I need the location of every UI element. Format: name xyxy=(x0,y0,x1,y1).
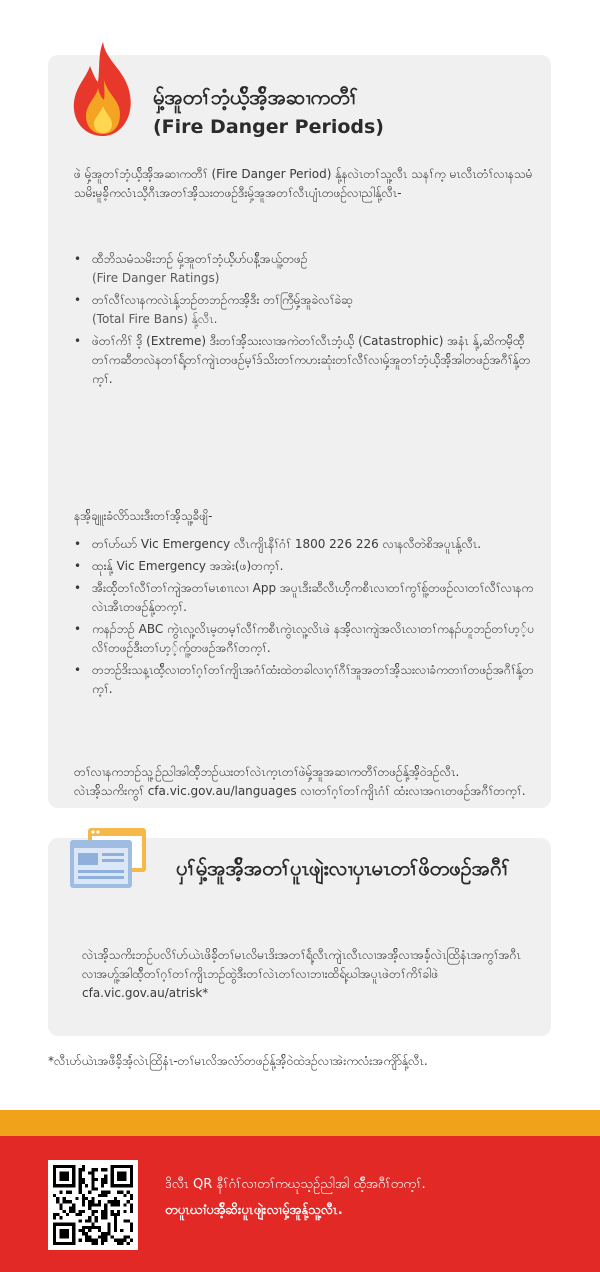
list-item: • တၢ်ဟ်ဃာ် Vic Emergency လီၤကျိၤနီၢ်ဂံၢ် 1800 226 226 လၢနလီတဲစိအပူၤနု့်လီၤ. xyxy=(74,535,535,554)
stay-informed-list xyxy=(74,535,535,702)
footnote: *လီၤဟ်ယဲၤအဖီခိ့်အံ့်လဲၤထြိနံၤ-တၢ်မၤလိအလံာ်တဖဉ်နု့်အိ့်ဝဲထဲဒဉ်လၢအဲးကလံးအကျိာ်နု့်လီၤ. xyxy=(48,1054,428,1068)
footer-text xyxy=(165,1172,570,1224)
online-resources-title: ပှၢ်မှ့်အူအိ့်အတၢ်ပူၤဖျဲးလၢပှၤမၤတၢ်ဖိတဖဉ်အဂီၢ် xyxy=(176,856,510,880)
list-item: • ထီဘိသမံသမိးဘဉ် မှ့်အူတၢ်ဘံ့ယိ့်ဟ်ပနီ့်အယူ့်တဖဉ် (Fire Danger Ratings) xyxy=(74,250,535,288)
fire-closing-paragraph xyxy=(74,763,535,801)
fire-danger-title xyxy=(153,82,539,142)
list-item: • တဘဉ်ဒိးသန့ၤထီ့်လၢတၢ်ဂ့ၢ်တၢ်ကျိၤအဂံၢ်ထံးထဲတခါလၢဂ့ၢ်ဂီၢ်အူအတၢ်အိ့်သးလၢခံကတၢၢ်တဖဉ်အဂီၢ်နု့်တက့ၢ်. xyxy=(74,661,535,699)
fire-intro-paragraph: ဖဲ မှ့်အူတၢ်ဘံ့ယိ့်အိ့်အဆၢကတီၢ် (Fire Danger Period) နု့်နလဲၤတၢ်သူ့လီၤ သနၢ်က့ မၤလီၤတံၢ်လၢနသမံသမိးမူခိ့်ကလံၤသီ့ဂီၤအတၢ်အိ့်သးတဖဉ်ဒီးမှ့်အူအတၢ်လီၤပျံၤတဖဉ်လၢညါနု့်လီၤ- xyxy=(74,167,533,200)
fire-icon xyxy=(68,40,138,140)
list-item: • အီးထိ့်တၢ်လီၢ်တၢ်ကျဲအတၢ်မၤစၢၤလၢ App အပူၤဒီးဆီလီၤဟိ့်ကစီၤလၢတၢ်ကွၢ်စူ့်တဖဉ်လၢတၢ်လီၢ်လၢနကလဲၤအီၤတဖဉ်နု့်တက့ၢ်. xyxy=(74,579,535,617)
footer-band xyxy=(0,1136,600,1272)
fire-danger-title-english: (Fire Danger Periods) xyxy=(153,116,384,138)
fire-danger-card xyxy=(48,55,551,808)
browser-window-icon xyxy=(68,826,150,896)
online-resources-card xyxy=(48,838,551,1036)
footer-line-safety: တပူၤဃၢံပအိ့်ဆိးပူၤဖျဲးလၢမှ့်အူနု့်သူ့လီၤ. xyxy=(165,1203,343,1218)
list-item: • ဖဲတၢ်ကိၢ် ဒိ့် (Extreme) ဒီးတၢ်အိ့်သးလၢအကဲတၢ်လီၤဘံ့ယိ့် (Catastrophic) အနံၤ နု့်,ဆိကမိ့်ထီ့်တၢ်ကဆီတလဲနတၢ်ရဲ့်တၢ်ကျဲၤတဖဉ်မ့ၢ်ဒ်သိးတၢ်ကဟးဆုံးတၢ်လီၢ်လၢမှ့်အူတၢ်ဘံ့ယိ့်အိ့်အါတဖဉ်အဂီၢ်နု့်တက့ၢ်. xyxy=(74,332,535,389)
fire-advice-list xyxy=(74,250,535,392)
list-item: • ကနၣ်ဘဉ် ABC ကွဲၤလူ့လိၤမ့တမ့ၢ်လီၢ်ကစီၤကွဲၤလူ့လိၤဖဲ နအိ့်လၢကျဲအလိၤလၢတၢ်ကနၣ်ဟူဘဉ်တၢ်ဟ့့်ပလိၢ်တဖဉ်ဒီးတၢ်ဟ့့်ကူ့်တဖဉ်အဂီၢ်တက့ၢ်. xyxy=(74,620,535,658)
fire-closing-line: တၢ်လၢနကဘဉ်သူ့ဉ်ညါအါထီ့်ဘဉ်ယးတၢ်လဲၤက့ၤတၢ်ဖဲမှ့်အူအဆၢကတီၢ်တဖဉ်နု့်အိ့်ဝဲဒဉ်လီၤ. xyxy=(74,765,460,779)
languages-link-line: လဲၤအိ့်သကိးကွၢ် cfa.vic.gov.au/languages လၢတၢ်ဂ့ၢ်တၢ်ကျိၤဂံၢ် ထံးလၢအဂၤတဖဉ်အဂီၢ်တက့ၢ်. xyxy=(74,784,526,798)
list-item: • ထုးနု့် Vic Emergency အအဲး(ဖ)တက့ၢ်. xyxy=(74,557,535,576)
fire-danger-title-karen: မှ့်အူတၢ်ဘံ့ယိ့်အိ့်အဆၢကတီၢ် xyxy=(153,85,358,109)
orange-band xyxy=(0,1110,600,1136)
list-item: • တၢ်လီၢ်လၢနကလဲၤနု့်ဘဉ်တဘဉ်ကအိ့်ဒီး တၢ်ကြီမှ့်အူခဲလၢ်ခဲဆ့ (Total Fire Bans) နု့်လီၤ. xyxy=(74,291,535,329)
online-resources-paragraph: လဲၤအိ့်သကိးဘဉ်ပလိၢ်ဟ်ယဲၤဖိခိ့်တၢ်မၤလိမၤဒိးအတၢ်ရဲ့်လီၤကျဲၤလီၤလၢအအိ့်လၢအခံ့်လဲၤထြိနံၤအကွၢ်အဂီၤလၢအဟူ့်အါထီ့်တၢ်ဂ့ၢ်တၢ်ကျိၤဘဉ်ထွဲဒီးတၢ်လဲၤတၢ်လၢဘၢးထိရ့်ဃါအပူၤဖဲတၢ်ကိၢ်ခါဖဲ cfa.vic.gov.au/atrisk* xyxy=(82,948,521,1000)
stay-informed-heading: နအိ့်ချူးခံလိာ်သးဒီးတၢ်အိ့်သူ့ခီဖျိ- xyxy=(74,509,213,523)
qr-code[interactable] xyxy=(48,1160,138,1250)
qr-code-image xyxy=(53,1165,133,1245)
footer-line-scan: ဒိလီၤ QR နီၢ်ဂံၢ်လၢတၢ်ကဃုသ့ဉ်ညါအါ ထီ့်အဂီၢ်တက့ၢ်. xyxy=(165,1177,426,1192)
